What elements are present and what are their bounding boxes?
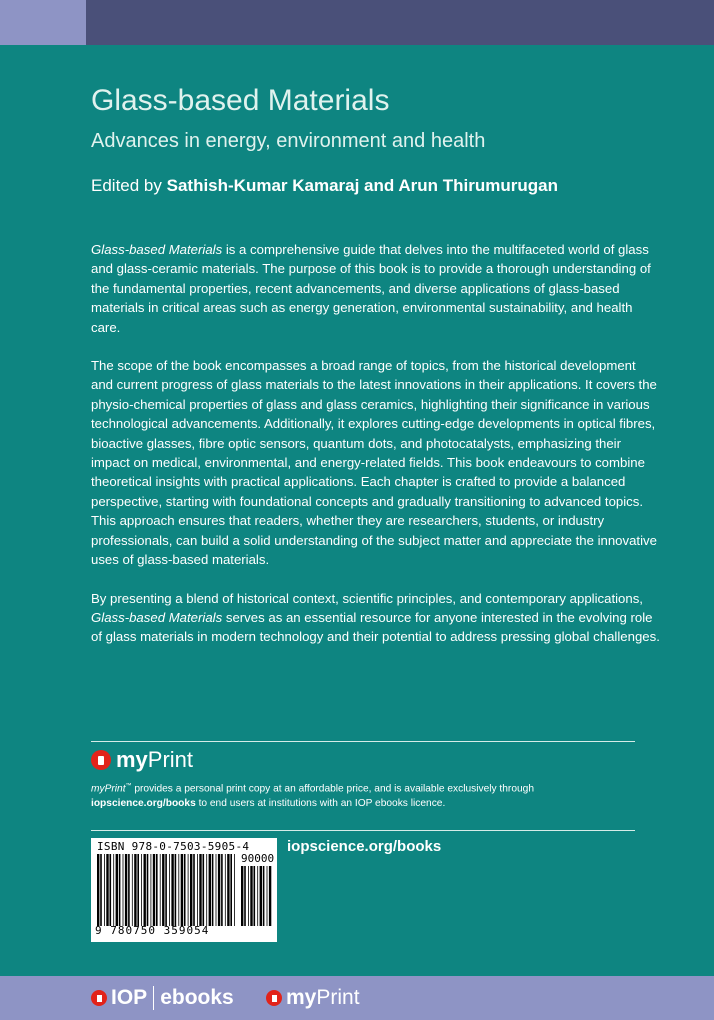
myprint-logo	[91, 748, 193, 772]
editors-line	[91, 176, 558, 196]
blurb-paragraph-3	[91, 589, 661, 647]
myprint-logo-my: my	[116, 747, 148, 772]
myprint-icon	[91, 750, 111, 770]
myprint-icon	[266, 990, 282, 1006]
logo-separator	[153, 986, 154, 1010]
barcode-number: 9 780750 359054	[95, 924, 210, 937]
myprint-logo-print: Print	[147, 747, 194, 772]
top-bar	[86, 0, 714, 45]
trademark: ™	[125, 783, 132, 789]
isbn-label: ISBN 978-0-7503-5905-4	[97, 840, 250, 853]
myprint-brand: myPrint	[91, 783, 126, 795]
top-left-block	[0, 0, 86, 45]
title-italic: Glass-based Materials	[91, 242, 223, 257]
barcode	[91, 838, 277, 942]
footer-my-text: my	[286, 986, 317, 1009]
blurb-p1-text: is a comprehensive guide that delves into the multifaceted world of glass and glass-ceramic materials. The purpose of this book is to provide a thorough understanding of the fundamental properties, recent advancements, and diverse applications of glass-based materials in critical areas such as energy generation, environmental sustainability, and health care.	[91, 242, 651, 335]
book-title: Glass-based Materials	[91, 84, 390, 117]
editors-prefix: Edited by	[91, 176, 167, 195]
editors-names: Sathish-Kumar Kamaraj and Arun Thirumurugan	[166, 176, 558, 195]
blurb-paragraph-1	[91, 240, 661, 337]
title-italic: Glass-based Materials	[91, 609, 223, 625]
myprint-link[interactable]: iopscience.org/books	[91, 798, 196, 810]
myprint-description	[91, 779, 651, 811]
iop-text: IOP	[111, 986, 148, 1009]
footer-print-text: Print	[316, 986, 360, 1009]
blurb	[91, 240, 661, 666]
footer-myprint-logo	[266, 976, 360, 1020]
myprint-desc-end: to end users at institutions with an IOP ebooks licence.	[195, 798, 446, 810]
book-subtitle: Advances in energy, environment and health	[91, 130, 486, 152]
ebooks-text: ebooks	[160, 986, 234, 1009]
divider-bottom	[91, 830, 635, 831]
blurb-p3-end: serves as an essential resource for anyone interested in the evolving role of glass materials in modern technology and their potential to address pressing global challenges.	[91, 609, 660, 645]
myprint-desc-text: provides a personal print copy at an affordable price, and is available exclusively through	[131, 783, 534, 795]
divider-top	[91, 741, 635, 742]
blurb-p3-start: By presenting a blend of historical context, scientific principles, and contemporary applications,	[91, 590, 643, 606]
barcode-bars	[97, 854, 237, 926]
blurb-paragraph-2: The scope of the book encompasses a broad range of topics, from the historical development and current progress of glass materials to the latest innovations in their applications. It covers the physio-chemical properties of glass and glass ceramics, highlighting their significance in various technological advancements. Additionally, it explores cutting-edge developments in optical fibres, bioactive glasses, fibre optic sensors, quantum dots, and photocatalysts, emphasizing their impact on medical, environmental, and energy-related fields. This book endeavours to combine theoretical insights with practical applications. Each chapter is crafted to provide a balanced perspective, starting with foundational concepts and gradually transitioning to advanced topics. This approach ensures that readers, whether they are researchers, students, or industry professionals, can build a solid understanding of the subject matter and appreciate the innovative uses of glass-based materials.	[91, 358, 657, 568]
iop-ebooks-logo	[91, 976, 234, 1020]
iopscience-url[interactable]: iopscience.org/books	[287, 838, 442, 855]
footer-bar	[0, 976, 714, 1020]
iop-icon	[91, 990, 107, 1006]
barcode-addon-bars	[241, 866, 273, 926]
barcode-addon-number: 90000	[241, 852, 275, 865]
